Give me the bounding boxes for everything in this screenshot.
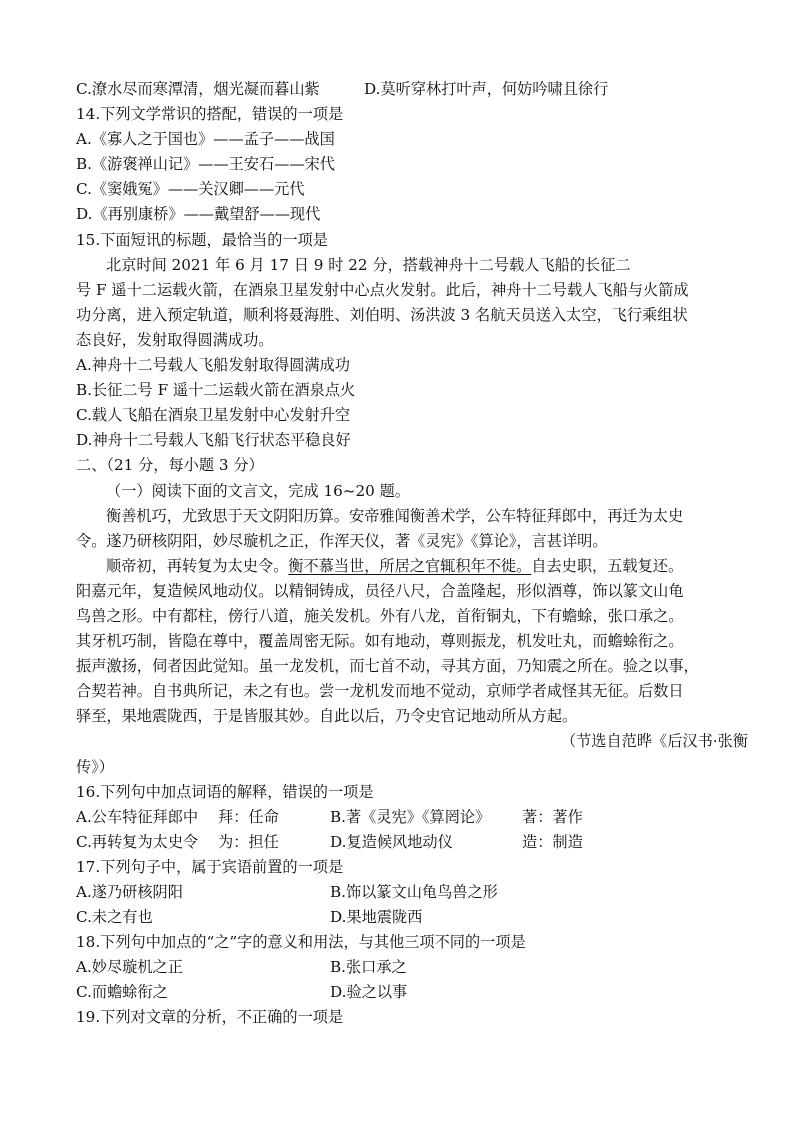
q15-option-b: B.长征二号 F 遥十二运载火箭在酒泉点火: [76, 381, 356, 400]
q13-options-cd: [76, 77, 748, 102]
q13-option-c: C.潦水尽而寒潭清，烟光凝而暮山紫: [76, 80, 320, 98]
q18-options-cd: [76, 980, 748, 1005]
passage-line-3-end: 自去史职，五载复还。: [531, 556, 684, 575]
q16-option-d-gloss: 造：制造: [522, 832, 583, 851]
q17-stem: 17.下列句子中，属于宾语前置的一项是: [76, 857, 344, 876]
passage-source-cont: 传》）: [76, 757, 114, 776]
section-2-heading: 二、（21 分，每小题 3 分）: [76, 456, 264, 475]
q17-option-c: C.未之有也: [76, 908, 153, 927]
passage-line-7: 振声激扬，伺者因此觉知。虽一龙发机，而七首不动，寻其方面，乃知震之所在。验之以事，: [76, 657, 699, 676]
q16-option-c-gloss: 为：担任: [218, 832, 279, 851]
q15-news-line-2: 号 F 遥十二运载火箭，在酒泉卫星发射中心点火发射。此后，神舟十二号载人飞船与火箭成: [76, 280, 689, 299]
q15-option-a: A.神舟十二号载人飞船发射取得圆满成功: [76, 356, 350, 375]
q15-news-line-1: 北京时间 2021 年 6 月 17 日 9 时 22 分，搭载神舟十二号载人飞船的长征二: [106, 255, 631, 274]
q16-option-d: D.复造候风地动仪: [330, 832, 453, 851]
q14-option-d: D.《再别康桥》——戴望舒——现代: [76, 205, 321, 224]
q15-news-line-4: 态良好，发射取得圆满成功。: [76, 330, 274, 349]
q17-option-d: D.果地震陇西: [330, 908, 423, 927]
exam-page: [76, 77, 748, 1031]
q18-stem: 18.下列句中加点的“之”字的意义和用法，与其他三项不同的一项是: [76, 933, 526, 952]
q17-option-a: A.遂乃研核阴阳: [76, 883, 183, 901]
q16-option-b-gloss: 著：著作: [522, 807, 583, 826]
q14-option-b: B.《游褒禅山记》——王安石——宋代: [76, 155, 335, 174]
q13-option-d: D.莫听穿林打叶声，何妨吟啸且徐行: [364, 80, 609, 98]
q16-options-cd: [76, 830, 748, 855]
q19-stem: 19.下列对文章的分析，不正确的一项是: [76, 1008, 344, 1027]
q16-option-a: A.公车特征拜郎中: [76, 807, 199, 826]
q14-option-a: A.《寡人之于国也》——孟子——战国: [76, 130, 335, 149]
q16-option-a-gloss: 拜：任命: [218, 807, 279, 826]
q15-option-c: C.载人飞船在酒泉卫星发射中心发射升空: [76, 406, 351, 425]
passage-line-8: 合契若神。自书典所记，未之有也。尝一龙机发而地不觉动，京师学者咸怪其无征。后数日: [76, 682, 684, 701]
passage-line-2: 令。遂乃研核阴阳，妙尽璇机之正，作浑天仪，著《灵宪》《算论》，言甚详明。: [76, 531, 608, 550]
passage-line-3-start: 顺帝初，再转复为太史令。: [106, 556, 289, 575]
underlined-sentence: 衡不慕当世，所居之官辄积年不徙。: [288, 556, 532, 575]
passage-line-4: 阳嘉元年，复造候风地动仪。以精铜铸成，员径八尺，合盖隆起，形似酒尊，饰以篆文山龟: [76, 581, 684, 600]
q17-option-b: B.饰以篆文山龟鸟兽之形: [330, 883, 498, 901]
q18-option-a: A.妙尽璇机之正: [76, 958, 183, 977]
passage-line-6: 其牙机巧制，皆隐在尊中，覆盖周密无际。如有地动，尊则振龙，机发吐丸，而蟾蜍衔之。: [76, 632, 684, 651]
q16-stem: 16.下列句中加点词语的解释，错误的一项是: [76, 782, 374, 801]
q18-option-b: B.张口承之: [330, 958, 407, 977]
q18-option-d: D.验之以事: [330, 983, 408, 1002]
q17-options-ab: [76, 880, 748, 905]
q18-option-c: C.而蟾蜍衔之: [76, 983, 168, 1002]
q16-option-b: B.著《灵宪》《算罔论》: [330, 807, 491, 826]
q14-option-c: C.《窦娥冤》——关汉卿——元代: [76, 180, 305, 199]
section-2-subheading: （一）阅读下面的文言文，完成 16~20 题。: [106, 481, 411, 500]
passage-source: （节选自范晔《后汉书·张衡: [560, 732, 748, 751]
q18-options-ab: [76, 955, 748, 980]
q16-option-c: C.再转复为太史令: [76, 832, 199, 851]
q15-option-d: D.神舟十二号载人飞船飞行状态平稳良好: [76, 431, 351, 450]
passage-line-9: 驿至，果地震陇西，于是皆服其妙。自此以后，乃令史官记地动所从方起。: [76, 707, 578, 726]
q15-news-line-3: 功分离，进入预定轨道，顺利将聂海胜、刘伯明、汤洪波 3 名航天员送入太空，飞行乘组状: [76, 305, 688, 324]
passage-line-5: 鸟兽之形。中有都柱，傍行八道，施关发机。外有八龙，首衔铜丸，下有蟾蜍，张口承之。: [76, 606, 684, 625]
q14-stem: 14.下列文学常识的搭配，错误的一项是: [76, 105, 344, 124]
q17-options-cd: [76, 905, 748, 930]
q16-options-ab: [76, 805, 748, 830]
passage-line-1: 衡善机巧，尤致思于天文阴阳历算。安帝雅闻衡善术学，公车特征拜郎中，再迁为太史: [106, 506, 684, 525]
passage-line-3: [76, 554, 748, 579]
q15-stem: 15.下面短讯的标题，最恰当的一项是: [76, 230, 328, 249]
